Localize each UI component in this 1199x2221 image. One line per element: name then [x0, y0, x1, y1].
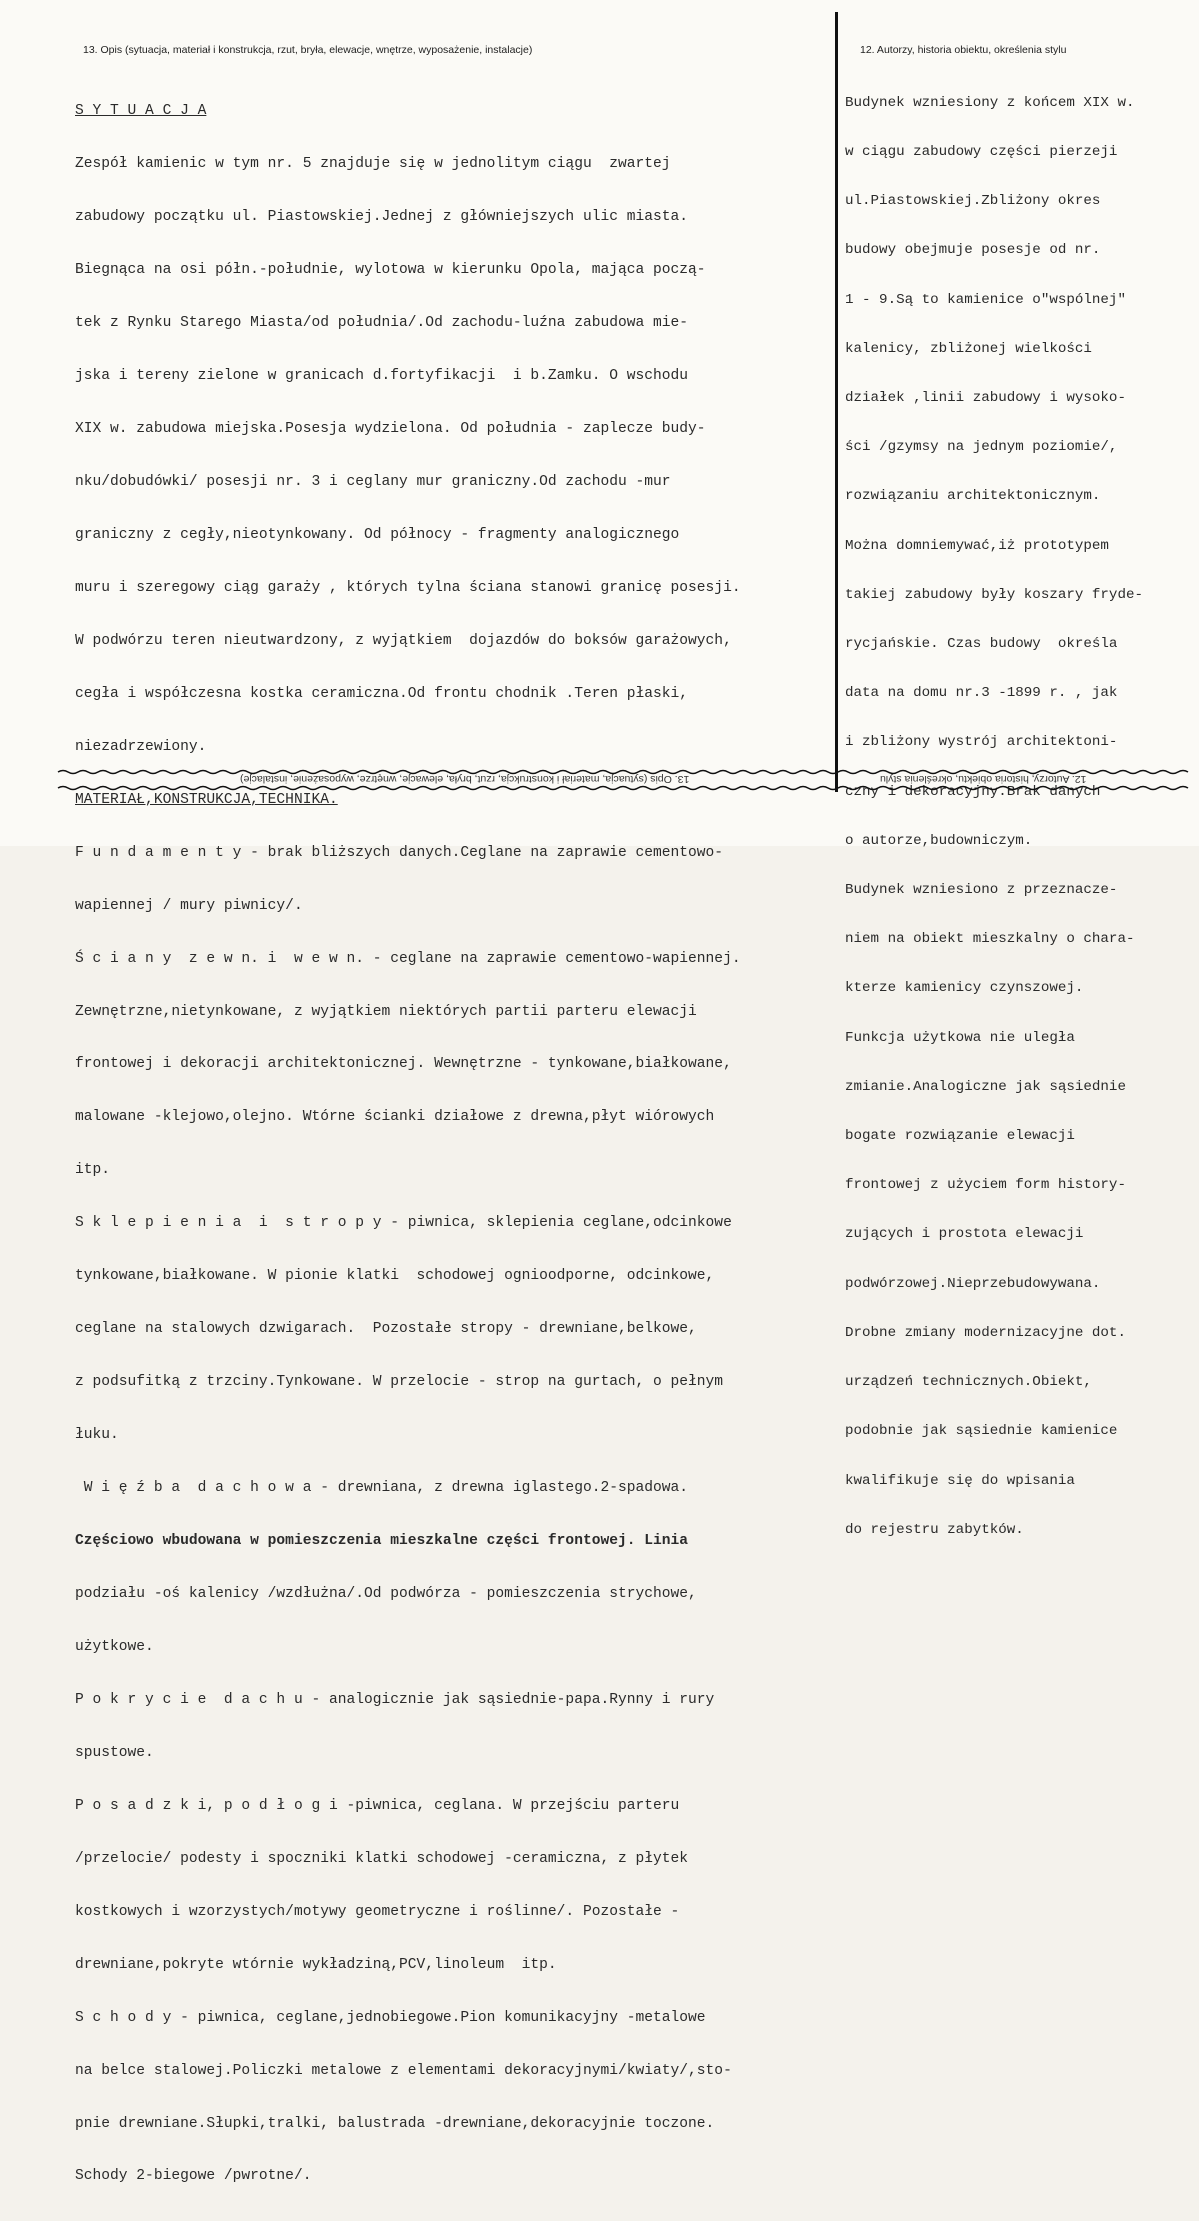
history-column	[845, 62, 1143, 1571]
text-line: zmianie.Analogiczne jak sąsiednie	[845, 1078, 1126, 1095]
text-line: W podwórzu teren nieutwardzony, z wyjątkiem dojazdów do boksów garażowych,	[75, 632, 732, 649]
text-line: data na domu nr.3 -1899 r. , jak	[845, 685, 1118, 702]
text-line: kalenicy, zbliżonej wielkości	[845, 340, 1092, 357]
text-line: P o k r y c i e d a c h u - analogicznie jak sąsiednie-papa.Rynny i rury	[75, 1691, 715, 1708]
text-line: do rejestru zabytków.	[845, 1521, 1024, 1538]
text-line: zujących i prostota elewacji	[845, 1226, 1084, 1243]
text-line: frontowej z użyciem form history-	[845, 1177, 1126, 1194]
text-line: łuku.	[75, 1427, 119, 1444]
text-line: cegła i współczesna kostka ceramiczna.Od frontu chodnik .Teren płaski,	[75, 685, 689, 702]
text-line: na belce stalowej.Policzki metalowe z elementami dekoracyjnymi/kwiaty/,sto-	[75, 2062, 732, 2079]
text-line: kostkowych i wzorzystych/motywy geometryczne i roślinne/. Pozostałe -	[75, 1903, 680, 1920]
text-line: Budynek wzniesiony z końcem XIX w.	[845, 94, 1135, 111]
text-line: Zespół kamienic w tym nr. 5 znajduje się w jednolitym ciągu zwartej	[75, 156, 671, 173]
text-line: zabudowy początku ul. Piastowskiej.Jednej z główniejszych ulic miasta.	[75, 209, 689, 226]
text-line: rycjańskie. Czas budowy określa	[845, 636, 1118, 653]
text-line: F u n d a m e n t y - brak bliższych danych.Ceglane na zaprawie cementowo-	[75, 844, 724, 861]
text-line: czny i dekoracyjny.Brak danych	[845, 783, 1101, 800]
text-line: spustowe.	[75, 1744, 154, 1761]
section-12-header: 12. Autorzy, historia obiektu, określenia stylu	[860, 44, 1067, 56]
text-line: Schody 2-biegowe /pwrotne/.	[75, 2168, 312, 2185]
text-line: Można domniemywać,iż prototypem	[845, 537, 1109, 554]
text-line: urządzeń technicznych.Obiekt,	[845, 1374, 1092, 1391]
text-line: niem na obiekt mieszkalny o chara-	[845, 931, 1135, 948]
text-line: budowy obejmuje posesje od nr.	[845, 242, 1101, 259]
text-line: kwalifikuje się do wpisania	[845, 1472, 1075, 1489]
heading-material: MATERIAŁ,KONSTRUKCJA,TECHNIKA.	[75, 791, 338, 808]
text-line: o autorze,budowniczym.	[845, 832, 1033, 849]
text-line: XIX w. zabudowa miejska.Posesja wydzielona. Od południa - zaplecze budy-	[75, 421, 706, 438]
text-line: nku/dobudówki/ posesji nr. 3 i ceglany mur graniczny.Od zachodu -mur	[75, 473, 671, 490]
column-divider	[835, 12, 838, 792]
text-line: i zbliżony wystrój architektoni-	[845, 734, 1118, 751]
text-line: w ciągu zabudowy części pierzeji	[845, 144, 1118, 161]
text-line: W i ę ź b a d a c h o w a - drewniana, z drewna iglastego.2-spadowa.	[75, 1480, 689, 1497]
text-line: podobnie jak sąsiednie kamienice	[845, 1423, 1118, 1440]
text-line: ści /gzymsy na jednym poziomie/,	[845, 439, 1118, 456]
text-line: Budynek wzniesiono z przeznacze-	[845, 882, 1118, 899]
mirrored-footer-12: 12. Autorzy, historia obiektu, określenia stylu	[880, 773, 1087, 785]
mirrored-footer-13: 13. Opis (sytuacja, materiał i konstrukcja, rzut, bryła, elewacje, wnętrze, wyposażenie, instalacje)	[240, 773, 690, 785]
text-line: 1 - 9.Są to kamienice o"wspólnej"	[845, 291, 1126, 308]
text-line: Ś c i a n y z e w n. i w e w n. - ceglane na zaprawie cementowo-wapiennej.	[75, 950, 741, 967]
text-line: itp.	[75, 1162, 111, 1179]
text-line: Drobne zmiany modernizacyjne dot.	[845, 1324, 1126, 1341]
text-line: Biegnąca na osi półn.-południe, wylotowa w kierunku Opola, mająca począ-	[75, 262, 706, 279]
text-line: P o s a d z k i, p o d ł o g i -piwnica, ceglana. W przejściu parteru	[75, 1797, 680, 1814]
text-line: Zewnętrzne,nietynkowane, z wyjątkiem niektórych partii parteru elewacji	[75, 1003, 697, 1020]
text-line: Funkcja użytkowa nie uległa	[845, 1029, 1075, 1046]
text-line: tek z Rynku Starego Miasta/od południa/.Od zachodu-luźna zabudowa mie-	[75, 315, 689, 332]
text-line: malowane -klejowo,olejno. Wtórne ścianki działowe z drewna,płyt wiórowych	[75, 1109, 715, 1126]
text-line: Częściowo wbudowana w pomieszczenia mieszkalne części frontowej. Linia	[75, 1533, 689, 1550]
text-line: ul.Piastowskiej.Zbliżony okres	[845, 193, 1101, 210]
text-line: frontowej i dekoracji architektonicznej. Wewnętrzne - tynkowane,białkowane,	[75, 1056, 732, 1073]
text-line: niezadrzewiony.	[75, 738, 207, 755]
section-13-header: 13. Opis (sytuacja, materiał i konstrukcja, rzut, bryła, elewacje, wnętrze, wyposażenie, instalacje)	[83, 44, 533, 56]
text-line: tynkowane,białkowane. W pionie klatki schodowej ognioodporne, odcinkowe,	[75, 1268, 715, 1285]
text-line: wapiennej / mury piwnicy/.	[75, 897, 303, 914]
text-line: ceglane na stalowych dzwigarach. Pozostałe stropy - drewniane,belkowe,	[75, 1321, 697, 1338]
heading-sytuacja: S Y T U A C J A	[75, 103, 207, 120]
text-line: drewniane,pokryte wtórnie wykładziną,PCV,linoleum itp.	[75, 1956, 557, 1973]
description-column	[75, 68, 741, 2221]
text-line: kterze kamienicy czynszowej.	[845, 980, 1084, 997]
text-line: S c h o d y - piwnica, ceglane,jednobiegowe.Pion komunikacyjny -metalowe	[75, 2009, 706, 2026]
text-line: działek ,linii zabudowy i wysoko-	[845, 390, 1126, 407]
text-line: jska i tereny zielone w granicach d.fortyfikacji i b.Zamku. O wschodu	[75, 368, 689, 385]
text-line: bogate rozwiązanie elewacji	[845, 1128, 1075, 1145]
text-line: takiej zabudowy były koszary fryde-	[845, 586, 1143, 603]
text-line: podziału -oś kalenicy /wzdłużna/.Od podwórza - pomieszczenia strychowe,	[75, 1586, 697, 1602]
text-line: graniczny z cegły,nieotynkowany. Od północy - fragmenty analogicznego	[75, 526, 680, 543]
text-line: S k l e p i e n i a i s t r o p y - piwnica, sklepienia ceglane,odcinkowe	[75, 1215, 732, 1232]
text-line: podwórzowej.Nieprzebudowywana.	[845, 1275, 1101, 1292]
text-line: /przelocie/ podesty i spoczniki klatki schodowej -ceramiczna, z płytek	[75, 1850, 689, 1867]
text-line: pnie drewniane.Słupki,tralki, balustrada -drewniane,dekoracyjnie toczone.	[75, 2115, 715, 2132]
text-line: muru i szeregowy ciąg garaży , których tylna ściana stanowi granicę posesji.	[75, 579, 741, 596]
text-line: z podsufitką z trzciny.Tynkowane. W przelocie - strop na gurtach, o pełnym	[75, 1374, 724, 1391]
text-line: rozwiązaniu architektonicznym.	[845, 488, 1101, 505]
text-line: użytkowe.	[75, 1638, 154, 1655]
